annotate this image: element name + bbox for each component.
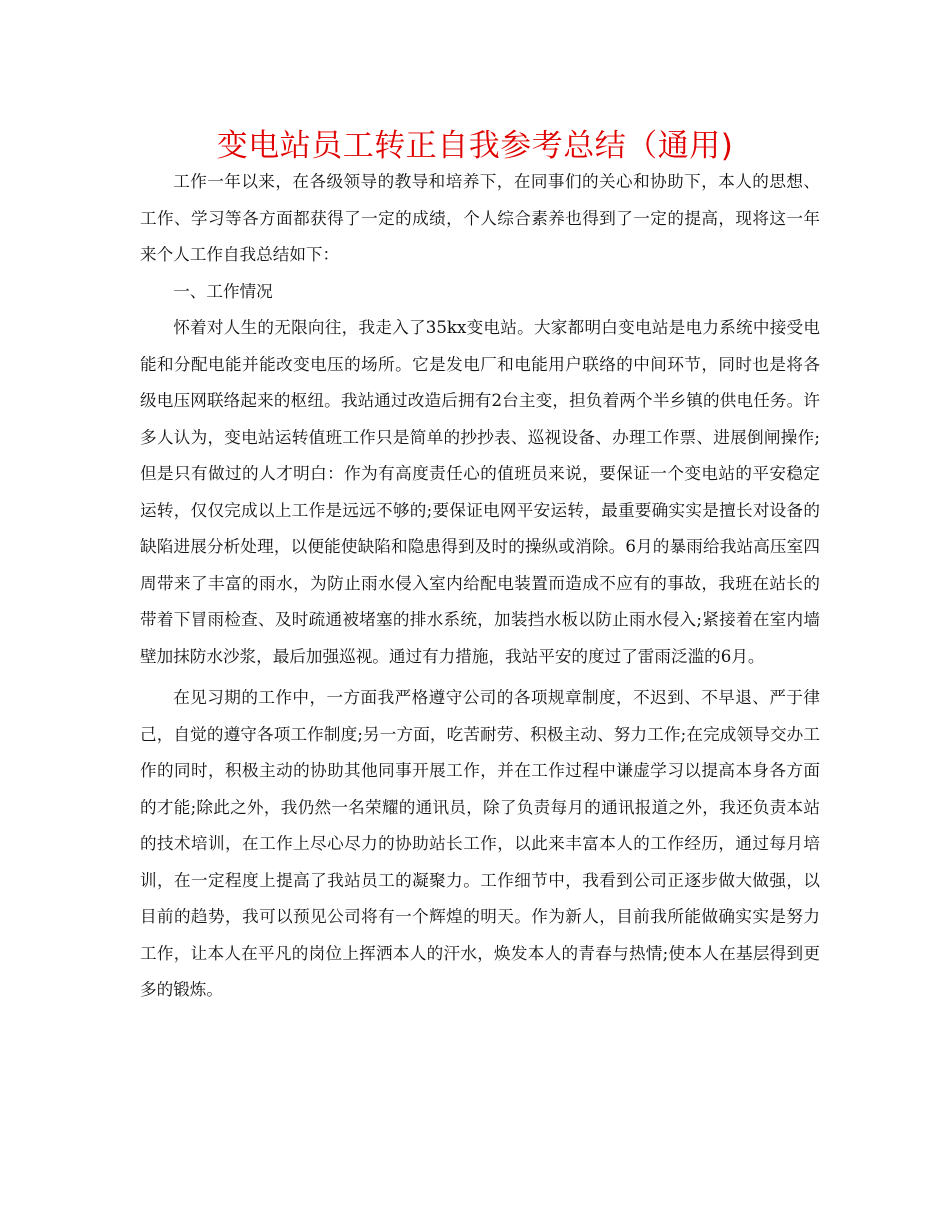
document-body <box>140 164 820 1009</box>
document-title: 变电站员工转正自我参考总结（通用) <box>216 128 734 164</box>
paragraph-intro: 工作一年以来，在各级领导的教导和培养下，在同事们的关心和协助下，本人的思想、工作、学习等各方面都获得了一定的成绩，个人综合素养也得到了一定的提高，现将这一年来个人工作自我总结如下： <box>140 172 820 264</box>
section-heading-work-situation: 一、工作情况 <box>173 281 273 301</box>
paragraph-substation-work: 怀着对人生的无限向往，我走入了35kx变电站。大家都明白变电站是电力系统中接受电能和分配电能并能改变电压的场所。它是发电厂和电能用户联络的中间环节，同时也是将各级电压网联络起来的枢纽。我站通过改造后拥有2台主变，担负着两个半乡镇的供电任务。许多人认为，变电站运转值班工作只是简单的抄抄表、巡视设备、办理工作票、进展倒闸操作;但是只有做过的人才明白：作为有高度责任心的值班员来说，要保证一个变电站的平安稳定运转，仅仅完成以上工作是远远不够的;要保证电网平安运转，最重要确实实是擅长对设备的缺陷进展分析处理，以便能使缺陷和隐患得到及时的操纵或消除。6月的暴雨给我站高压室四周带来了丰富的雨水，为防止雨水侵入室内给配电装置而造成不应有的事故，我班在站长的带着下冒雨检查、及时疏通被堵塞的排水系统，加装挡水板以防止雨水侵入;紧接着在室内墙壁加抹防水沙浆，最后加强巡视。通过有力措施，我站平安的度过了雷雨泛滥的6月。 <box>140 318 820 666</box>
paragraph-probation-work: 在见习期的工作中，一方面我严格遵守公司的各项规章制度，不迟到、不早退、严于律己，自觉的遵守各项工作制度;另一方面，吃苦耐劳、积极主动、努力工作;在完成领导交办工作的同时，积极主动的协助其他同事开展工作，并在工作过程中谦虚学习以提高本身各方面的才能;除此之外，我仍然一名荣耀的通讯员，除了负责每月的通讯报道之外，我还负责本站的技术培训，在工作上尽心尽力的协助站长工作，以此来丰富本人的工作经历，通过每月培训，在一定程度上提高了我站员工的凝聚力。工作细节中，我看到公司正逐步做大做强，以目前的趋势，我可以预见公司将有一个辉煌的明天。作为新人，目前我所能做确实实是努力工作，让本人在平凡的岗位上挥洒本人的汗水，焕发本人的青春与热情;使本人在基层得到更多的锻炼。 <box>140 688 820 999</box>
